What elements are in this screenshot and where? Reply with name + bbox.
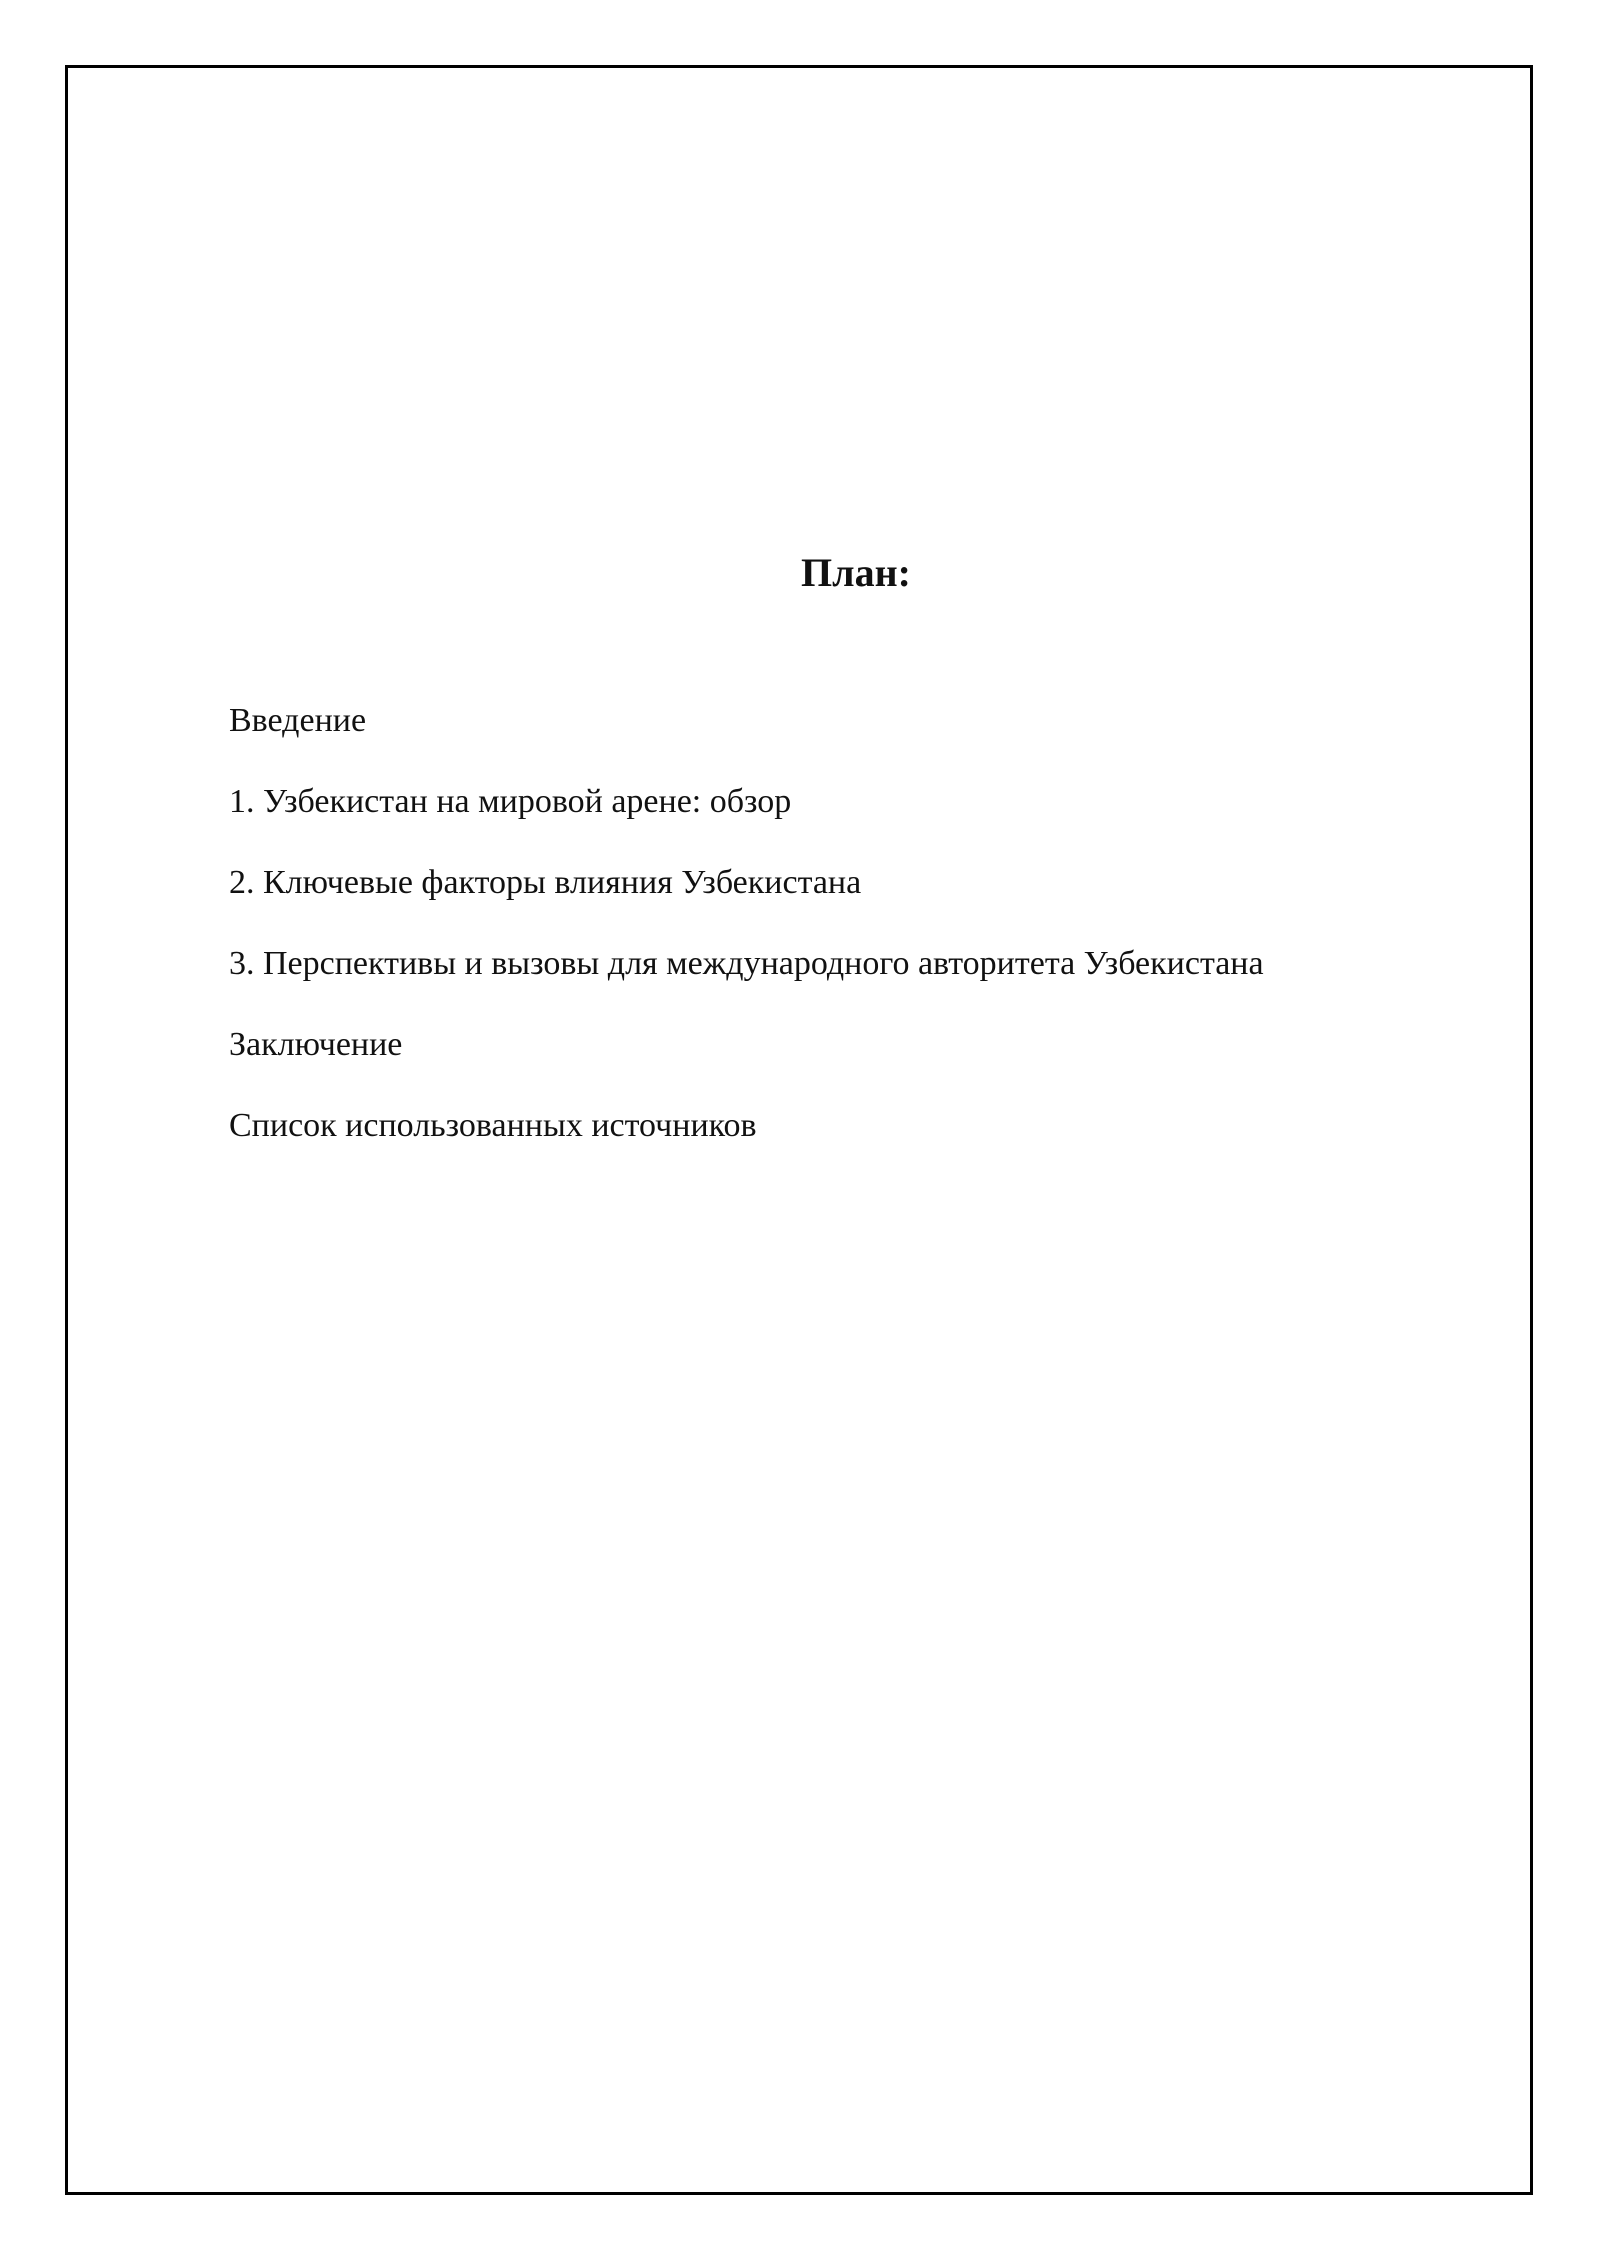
toc-item-introduction: Введение: [229, 702, 367, 739]
toc-item-section-1: 1. Узбекистан на мировой арене: обзор: [229, 783, 792, 820]
toc-item-section-3: 3. Перспективы и вызовы для международного авторитета Узбекистана: [229, 945, 1264, 982]
table-of-contents: [229, 701, 1264, 1187]
toc-item-references: Список использованных источников: [229, 1107, 757, 1144]
page-title: План:: [801, 550, 911, 595]
toc-item-conclusion: Заключение: [229, 1026, 403, 1063]
toc-item-section-2: 2. Ключевые факторы влияния Узбекистана: [229, 864, 862, 901]
